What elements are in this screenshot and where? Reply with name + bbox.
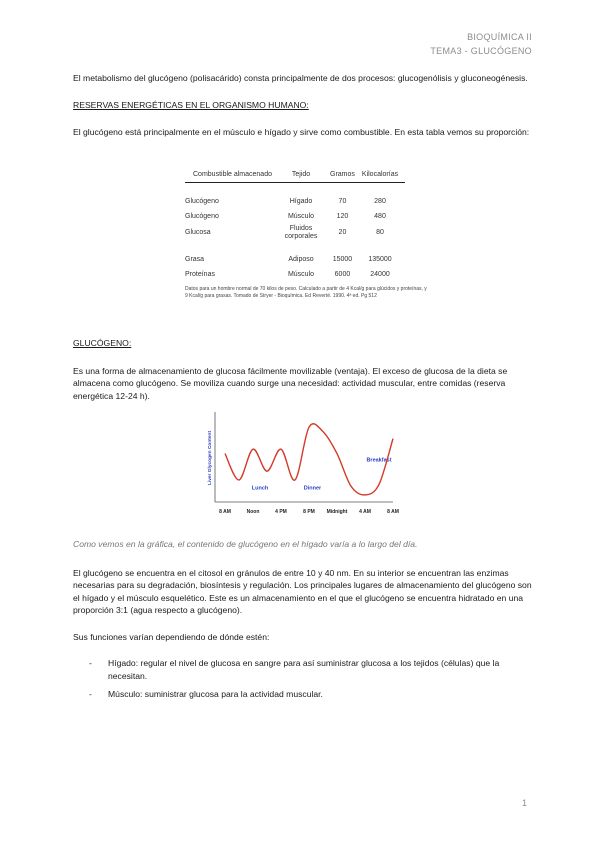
section-title-glucogeno: GLUCÓGENO: (73, 338, 132, 348)
table-cell: Músculo (287, 213, 315, 221)
energy-table (185, 168, 405, 283)
table-row (185, 268, 405, 283)
y-axis-label: Liver Glycogen Content (208, 430, 213, 486)
glucogeno-paragraph: Es una forma de almacenamiento de glucosa fácilmente movilizable (ventaja). El exceso de glucosa de la dieta se almacena como glucógeno. Se moviliza cuando surge una necesidad: actividad muscular, entre comidas (reserva energética 12-24 h). (73, 365, 508, 401)
table-header-row (185, 168, 405, 183)
header-topic: TEMA3 - GLUCÓGENO (430, 46, 532, 56)
section-glucogeno (73, 337, 533, 707)
table-cell: Fluidos corporales (284, 225, 318, 240)
citosol-paragraph: El glucógeno se encuentra en el citosol en gránulos de entre 10 y 40 nm. En su interior se encuentran las enzimas necesarias para su degradación, biosíntesis y regulación. Los principales lugares de almacenamiento del glucógeno son el hígado y el músculo esquelético. Este es un almacenamiento en el que el glucógeno se encuentra hidratado en una proporción 3:1 (agua respecto a glucógeno). (73, 567, 532, 615)
chart-annotation: Breakfast (366, 457, 392, 464)
table-header-cell: Gramos (330, 168, 362, 183)
table-cell: Músculo (287, 271, 315, 279)
table-header-cell: Combustible almacenado (185, 168, 279, 183)
table-cell: Hígado (289, 198, 313, 206)
table-header-cell: Kilocalorías (362, 168, 405, 183)
table-cell: 24000 (370, 271, 390, 279)
header-subject: BIOQUÍMICA II (467, 32, 532, 42)
table-cell: 80 (376, 228, 384, 236)
table-source-note: Datos para un hombre normal de 70 kilos de peso. Calculado a partir de 4 Kcal/g para glúcidos y proteínas, y 9 Kcal/g para grasas. Tomado de Stryer - Bioquímica. Ed Reverté. 1990. 4ª ed. Pg 512 (185, 286, 427, 299)
list-item (73, 688, 533, 701)
table-cell: 6000 (334, 271, 351, 279)
x-tick-label: Midnight (326, 509, 348, 515)
table-row (185, 210, 405, 225)
list-item-text: Músculo: suministrar glucosa para la actividad muscular. (108, 689, 323, 699)
table-cell: 15000 (332, 256, 353, 264)
table-cell: 120 (336, 213, 349, 221)
table-cell: 70 (338, 198, 347, 206)
table-cell: Proteínas (185, 271, 215, 279)
funciones-intro: Sus funciones varían dependiendo de dónde estén: (73, 631, 270, 642)
section-title-reservas: RESERVAS ENERGÉTICAS EN EL ORGANISMO HUMANO: (73, 99, 309, 110)
list-item (73, 657, 533, 682)
page-header (430, 30, 532, 58)
x-tick-label: 8 PM (303, 509, 315, 515)
chart-annotation: Dinner (303, 485, 322, 492)
reservas-paragraph: El glucógeno está principalmente en el músculo e hígado y sirve como combustible. En esta tabla vemos su proporción: (73, 127, 530, 137)
table-cell: Glucógeno (185, 213, 219, 221)
list-item-text: Hígado: regular el nivel de glucosa en sangre para así suministrar glucosa a los tejidos (células) que la necesitan. (108, 658, 500, 681)
liver-glycogen-chart (203, 408, 403, 524)
chart-caption: Como vemos en la gráfica, el contenido de glucógeno en el hígado varía a lo largo del día. (73, 539, 418, 549)
document-body (73, 72, 533, 699)
page-number: 1 (521, 798, 527, 808)
table-cell: Glucógeno (185, 198, 219, 206)
intro-paragraph: El metabolismo del glucógeno (polisacárido) consta principalmente de dos procesos: glucogenólisis y gluconeogénesis. (73, 73, 528, 83)
x-tick-label: 8 AM (387, 509, 399, 515)
table-cell: Glucosa (185, 228, 211, 236)
table-header-cell: Tejido (279, 168, 330, 183)
table-row (185, 225, 405, 241)
table-cell: Adiposo (288, 256, 314, 264)
table-row (185, 195, 405, 210)
x-tick-label: 8 AM (219, 509, 231, 515)
x-tick-label: 4 AM (359, 509, 371, 515)
x-tick-label: 4 PM (275, 509, 287, 515)
x-tick-label: Noon (246, 509, 260, 515)
table-cell: 135000 (368, 256, 392, 264)
table-row (185, 253, 405, 268)
table-cell: 480 (374, 213, 386, 221)
bullet-dash: - (89, 689, 92, 699)
functions-list (73, 657, 533, 701)
chart-annotation: Lunch (251, 485, 269, 492)
table-cell: 20 (338, 228, 347, 236)
table-cell: Grasa (185, 256, 205, 264)
bullet-dash: - (89, 658, 92, 668)
table-cell: 280 (374, 198, 386, 206)
